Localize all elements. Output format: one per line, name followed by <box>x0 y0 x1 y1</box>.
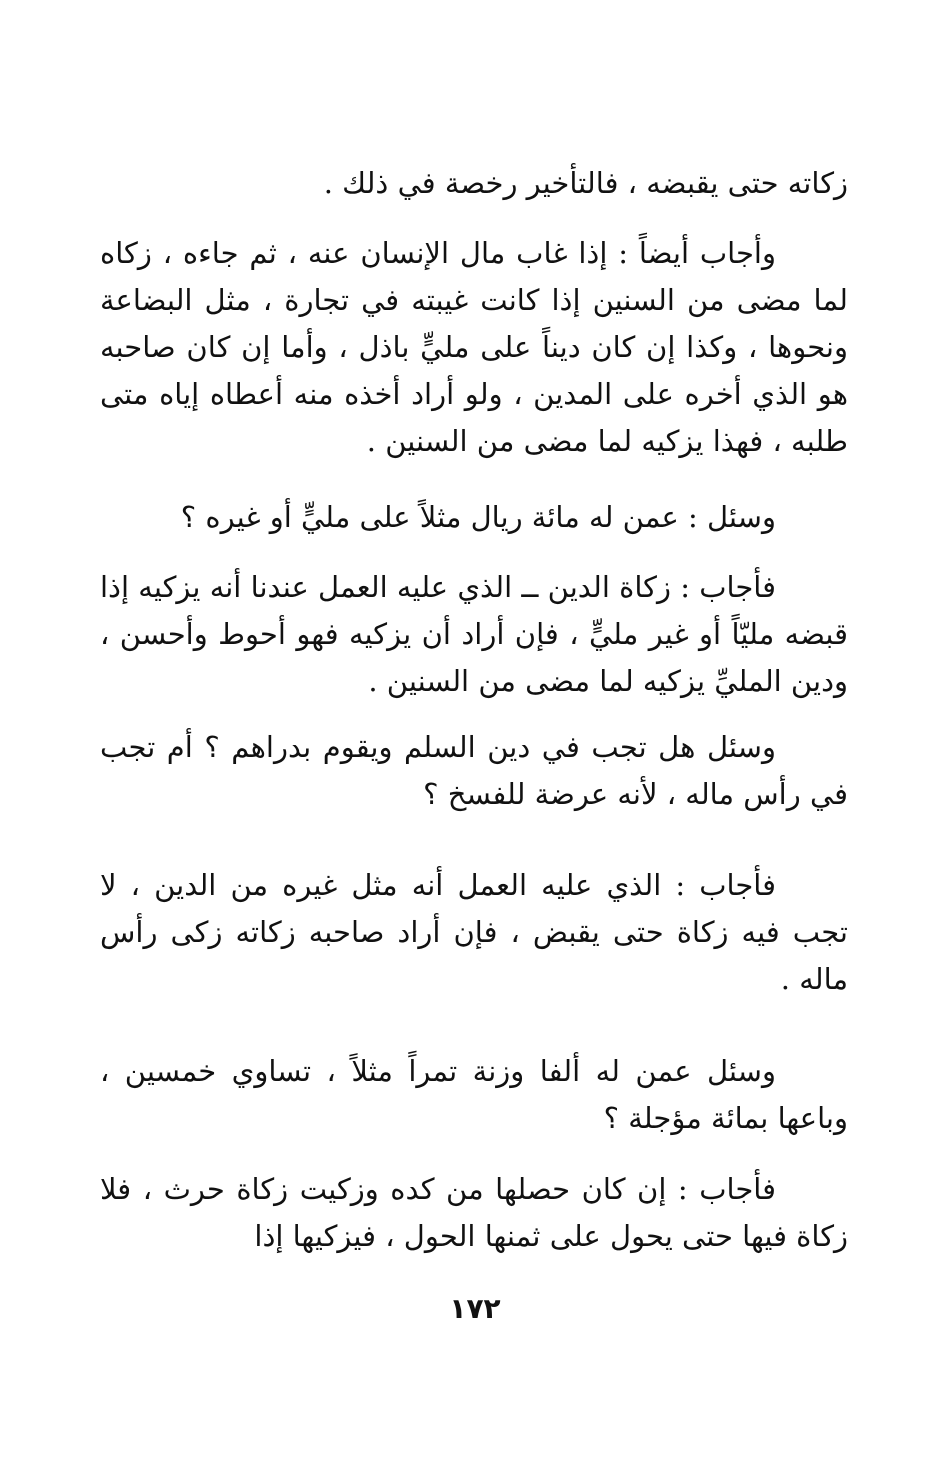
paragraph-text: فأجاب : زكاة الدين ــ الذي عليه العمل عندنا أنه يزكيه إذا قبضه مليّاً أو غير مليٍّ ، فإن أراد أن يزكيه فهو أحوط وأحسن ، ودين المليِّ يزكيه لما مضى من السنين . <box>100 570 848 698</box>
page-number: ١٧٢ <box>449 1292 501 1325</box>
paragraph-continuation <box>100 160 848 207</box>
paragraph-text: وسئل عمن له ألفا وزنة تمراً مثلاً ، تساوي خمسين ، وباعها بمائة مؤجلة ؟ <box>100 1054 848 1135</box>
paragraph-question-dates <box>100 1048 848 1142</box>
paragraph-answer-absent-wealth <box>100 230 848 465</box>
paragraph-question-salam-debt <box>100 724 848 818</box>
paragraph-text: فأجاب : الذي عليه العمل أنه مثل غيره من الدين ، لا تجب فيه زكاة حتى يقبض ، فإن أراد صاحبه زكاته زكى رأس ماله . <box>100 868 848 996</box>
paragraph-question-100-riyal <box>100 494 848 541</box>
paragraph-text: وأجاب أيضاً : إذا غاب مال الإنسان عنه ، ثم جاءه ، زكاه لما مضى من السنين إذا كانت غيبته في تجارة ، مثل البضاعة ونحوها ، وكذا إن كان ديناً على مليٍّ باذل ، وأما إن كان صاحبه هو الذي أخره على المدين ، ولو أراد أخذه منه أعطاه إياه متى طلبه ، فهذا يزكيه لما مضى من السنين . <box>100 236 848 458</box>
paragraph-answer-dates <box>100 1166 848 1260</box>
paragraph-text: وسئل : عمن له مائة ريال مثلاً على مليٍّ أو غيره ؟ <box>180 500 776 534</box>
paragraph-text: زكاته حتى يقبضه ، فالتأخير رخصة في ذلك . <box>323 166 848 200</box>
paragraph-text: فأجاب : إن كان حصلها من كده وزكيت زكاة حرث ، فلا زكاة فيها حتى يحول على ثمنها الحول ، فيزكيها إذا <box>100 1172 848 1253</box>
paragraph-answer-salam-debt <box>100 862 848 1003</box>
paragraph-text: وسئل هل تجب في دين السلم ويقوم بدراهم ؟ أم تجب في رأس ماله ، لأنه عرضة للفسخ ؟ <box>100 730 848 811</box>
paragraph-answer-debt-zakat <box>100 564 848 705</box>
